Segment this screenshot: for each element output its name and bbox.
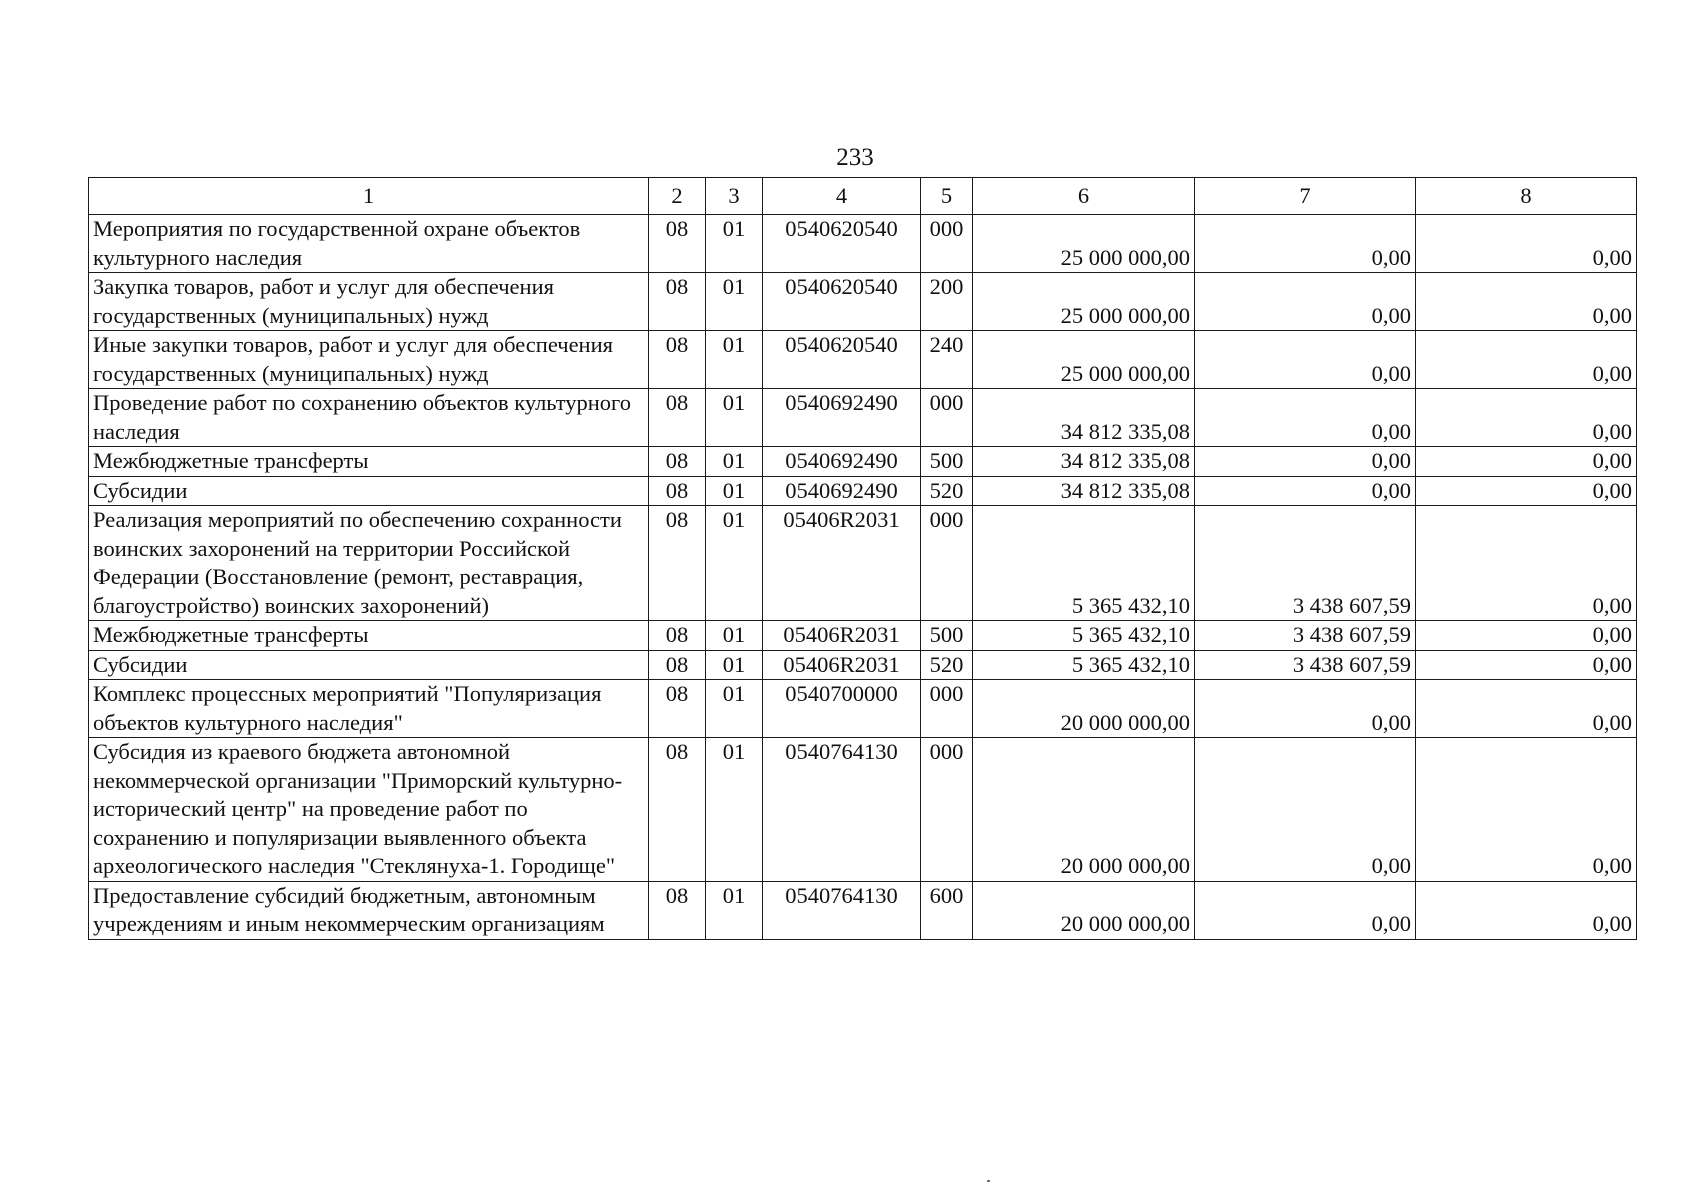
row-name: Закупка товаров, работ и услуг для обеспечения государственных (муниципальных) нужд xyxy=(89,273,649,331)
amount-col-6: 34 812 335,08 xyxy=(973,476,1195,506)
subsection-code: 01 xyxy=(706,215,763,273)
amount-col-8: 0,00 xyxy=(1416,881,1637,939)
section-code: 08 xyxy=(649,506,706,621)
section-code: 08 xyxy=(649,650,706,680)
target-article-code: 0540700000 xyxy=(763,680,921,738)
expense-type-code: 600 xyxy=(921,881,973,939)
row-name: Иные закупки товаров, работ и услуг для обеспечения государственных (муниципальных) нужд xyxy=(89,331,649,389)
section-code: 08 xyxy=(649,215,706,273)
row-name: Межбюджетные трансферты xyxy=(89,447,649,477)
subsection-code: 01 xyxy=(706,389,763,447)
amount-col-6: 25 000 000,00 xyxy=(973,331,1195,389)
table-row xyxy=(89,621,1637,651)
target-article-code: 05406R2031 xyxy=(763,506,921,621)
amount-col-7: 0,00 xyxy=(1195,447,1416,477)
amount-col-6: 5 365 432,10 xyxy=(973,650,1195,680)
expense-type-code: 520 xyxy=(921,650,973,680)
target-article-code: 05406R2031 xyxy=(763,621,921,651)
expense-type-code: 000 xyxy=(921,215,973,273)
page-number: 233 xyxy=(836,144,874,171)
amount-col-8: 0,00 xyxy=(1416,389,1637,447)
amount-col-7: 0,00 xyxy=(1195,215,1416,273)
subsection-code: 01 xyxy=(706,447,763,477)
amount-col-7: 0,00 xyxy=(1195,881,1416,939)
target-article-code: 05406R2031 xyxy=(763,650,921,680)
subsection-code: 01 xyxy=(706,881,763,939)
amount-col-6: 20 000 000,00 xyxy=(973,881,1195,939)
expense-type-code: 000 xyxy=(921,680,973,738)
subsection-code: 01 xyxy=(706,680,763,738)
section-code: 08 xyxy=(649,447,706,477)
target-article-code: 0540620540 xyxy=(763,273,921,331)
amount-col-8: 0,00 xyxy=(1416,506,1637,621)
amount-col-7: 0,00 xyxy=(1195,331,1416,389)
amount-col-7: 0,00 xyxy=(1195,738,1416,882)
table-row xyxy=(89,476,1637,506)
row-name: Межбюджетные трансферты xyxy=(89,621,649,651)
subsection-code: 01 xyxy=(706,621,763,651)
target-article-code: 0540620540 xyxy=(763,215,921,273)
column-header-8: 8 xyxy=(1416,178,1637,215)
section-code: 08 xyxy=(649,389,706,447)
amount-col-7: 0,00 xyxy=(1195,680,1416,738)
amount-col-6: 25 000 000,00 xyxy=(973,215,1195,273)
column-header-2: 2 xyxy=(649,178,706,215)
table-row xyxy=(89,680,1637,738)
amount-col-6: 5 365 432,10 xyxy=(973,621,1195,651)
section-code: 08 xyxy=(649,881,706,939)
expense-type-code: 500 xyxy=(921,621,973,651)
amount-col-8: 0,00 xyxy=(1416,621,1637,651)
amount-col-8: 0,00 xyxy=(1416,650,1637,680)
target-article-code: 0540620540 xyxy=(763,331,921,389)
target-article-code: 0540692490 xyxy=(763,476,921,506)
expense-type-code: 200 xyxy=(921,273,973,331)
expense-type-code: 240 xyxy=(921,331,973,389)
amount-col-8: 0,00 xyxy=(1416,273,1637,331)
amount-col-7: 3 438 607,59 xyxy=(1195,621,1416,651)
table-row xyxy=(89,215,1637,273)
table-row xyxy=(89,389,1637,447)
amount-col-6: 34 812 335,08 xyxy=(973,389,1195,447)
row-name: Субсидии xyxy=(89,476,649,506)
expense-type-code: 000 xyxy=(921,506,973,621)
amount-col-7: 0,00 xyxy=(1195,476,1416,506)
amount-col-7: 3 438 607,59 xyxy=(1195,650,1416,680)
scan-artifact xyxy=(987,1180,990,1182)
header-row xyxy=(89,178,1637,215)
section-code: 08 xyxy=(649,621,706,651)
subsection-code: 01 xyxy=(706,476,763,506)
amount-col-8: 0,00 xyxy=(1416,680,1637,738)
column-header-6: 6 xyxy=(973,178,1195,215)
amount-col-8: 0,00 xyxy=(1416,215,1637,273)
amount-col-8: 0,00 xyxy=(1416,476,1637,506)
amount-col-8: 0,00 xyxy=(1416,738,1637,882)
target-article-code: 0540764130 xyxy=(763,738,921,882)
budget-table xyxy=(88,177,1637,940)
column-header-5: 5 xyxy=(921,178,973,215)
subsection-code: 01 xyxy=(706,738,763,882)
expense-type-code: 000 xyxy=(921,389,973,447)
row-name: Субсидия из краевого бюджета автономной некоммерческой организации "Приморский культурно-исторический центр" на проведение работ по сохранению и популяризации выявленного объекта археологического наследия "Стеклянуха-1. Городище" xyxy=(89,738,649,882)
table-row xyxy=(89,738,1637,882)
row-name: Предоставление субсидий бюджетным, автономным учреждениям и иным некоммерческим организациям xyxy=(89,881,649,939)
amount-col-8: 0,00 xyxy=(1416,331,1637,389)
table-row xyxy=(89,447,1637,477)
amount-col-8: 0,00 xyxy=(1416,447,1637,477)
column-header-4: 4 xyxy=(763,178,921,215)
column-header-7: 7 xyxy=(1195,178,1416,215)
target-article-code: 0540764130 xyxy=(763,881,921,939)
table-row xyxy=(89,506,1637,621)
section-code: 08 xyxy=(649,738,706,882)
row-name: Комплекс процессных мероприятий "Популяризация объектов культурного наследия" xyxy=(89,680,649,738)
section-code: 08 xyxy=(649,680,706,738)
table-row xyxy=(89,273,1637,331)
row-name: Реализация мероприятий по обеспечению сохранности воинских захоронений на территории Российской Федерации (Восстановление (ремонт, реставрация, благоустройство) воинских захоронений) xyxy=(89,506,649,621)
amount-col-7: 0,00 xyxy=(1195,389,1416,447)
amount-col-6: 5 365 432,10 xyxy=(973,506,1195,621)
subsection-code: 01 xyxy=(706,331,763,389)
row-name: Субсидии xyxy=(89,650,649,680)
section-code: 08 xyxy=(649,273,706,331)
section-code: 08 xyxy=(649,476,706,506)
table-row xyxy=(89,331,1637,389)
column-header-3: 3 xyxy=(706,178,763,215)
amount-col-7: 3 438 607,59 xyxy=(1195,506,1416,621)
row-name: Проведение работ по сохранению объектов культурного наследия xyxy=(89,389,649,447)
amount-col-6: 25 000 000,00 xyxy=(973,273,1195,331)
section-code: 08 xyxy=(649,331,706,389)
subsection-code: 01 xyxy=(706,506,763,621)
amount-col-6: 20 000 000,00 xyxy=(973,680,1195,738)
expense-type-code: 000 xyxy=(921,738,973,882)
amount-col-7: 0,00 xyxy=(1195,273,1416,331)
expense-type-code: 520 xyxy=(921,476,973,506)
target-article-code: 0540692490 xyxy=(763,447,921,477)
table-row xyxy=(89,881,1637,939)
subsection-code: 01 xyxy=(706,273,763,331)
row-name: Мероприятия по государственной охране объектов культурного наследия xyxy=(89,215,649,273)
amount-col-6: 34 812 335,08 xyxy=(973,447,1195,477)
expense-type-code: 500 xyxy=(921,447,973,477)
subsection-code: 01 xyxy=(706,650,763,680)
amount-col-6: 20 000 000,00 xyxy=(973,738,1195,882)
target-article-code: 0540692490 xyxy=(763,389,921,447)
column-header-1: 1 xyxy=(89,178,649,215)
table-row xyxy=(89,650,1637,680)
